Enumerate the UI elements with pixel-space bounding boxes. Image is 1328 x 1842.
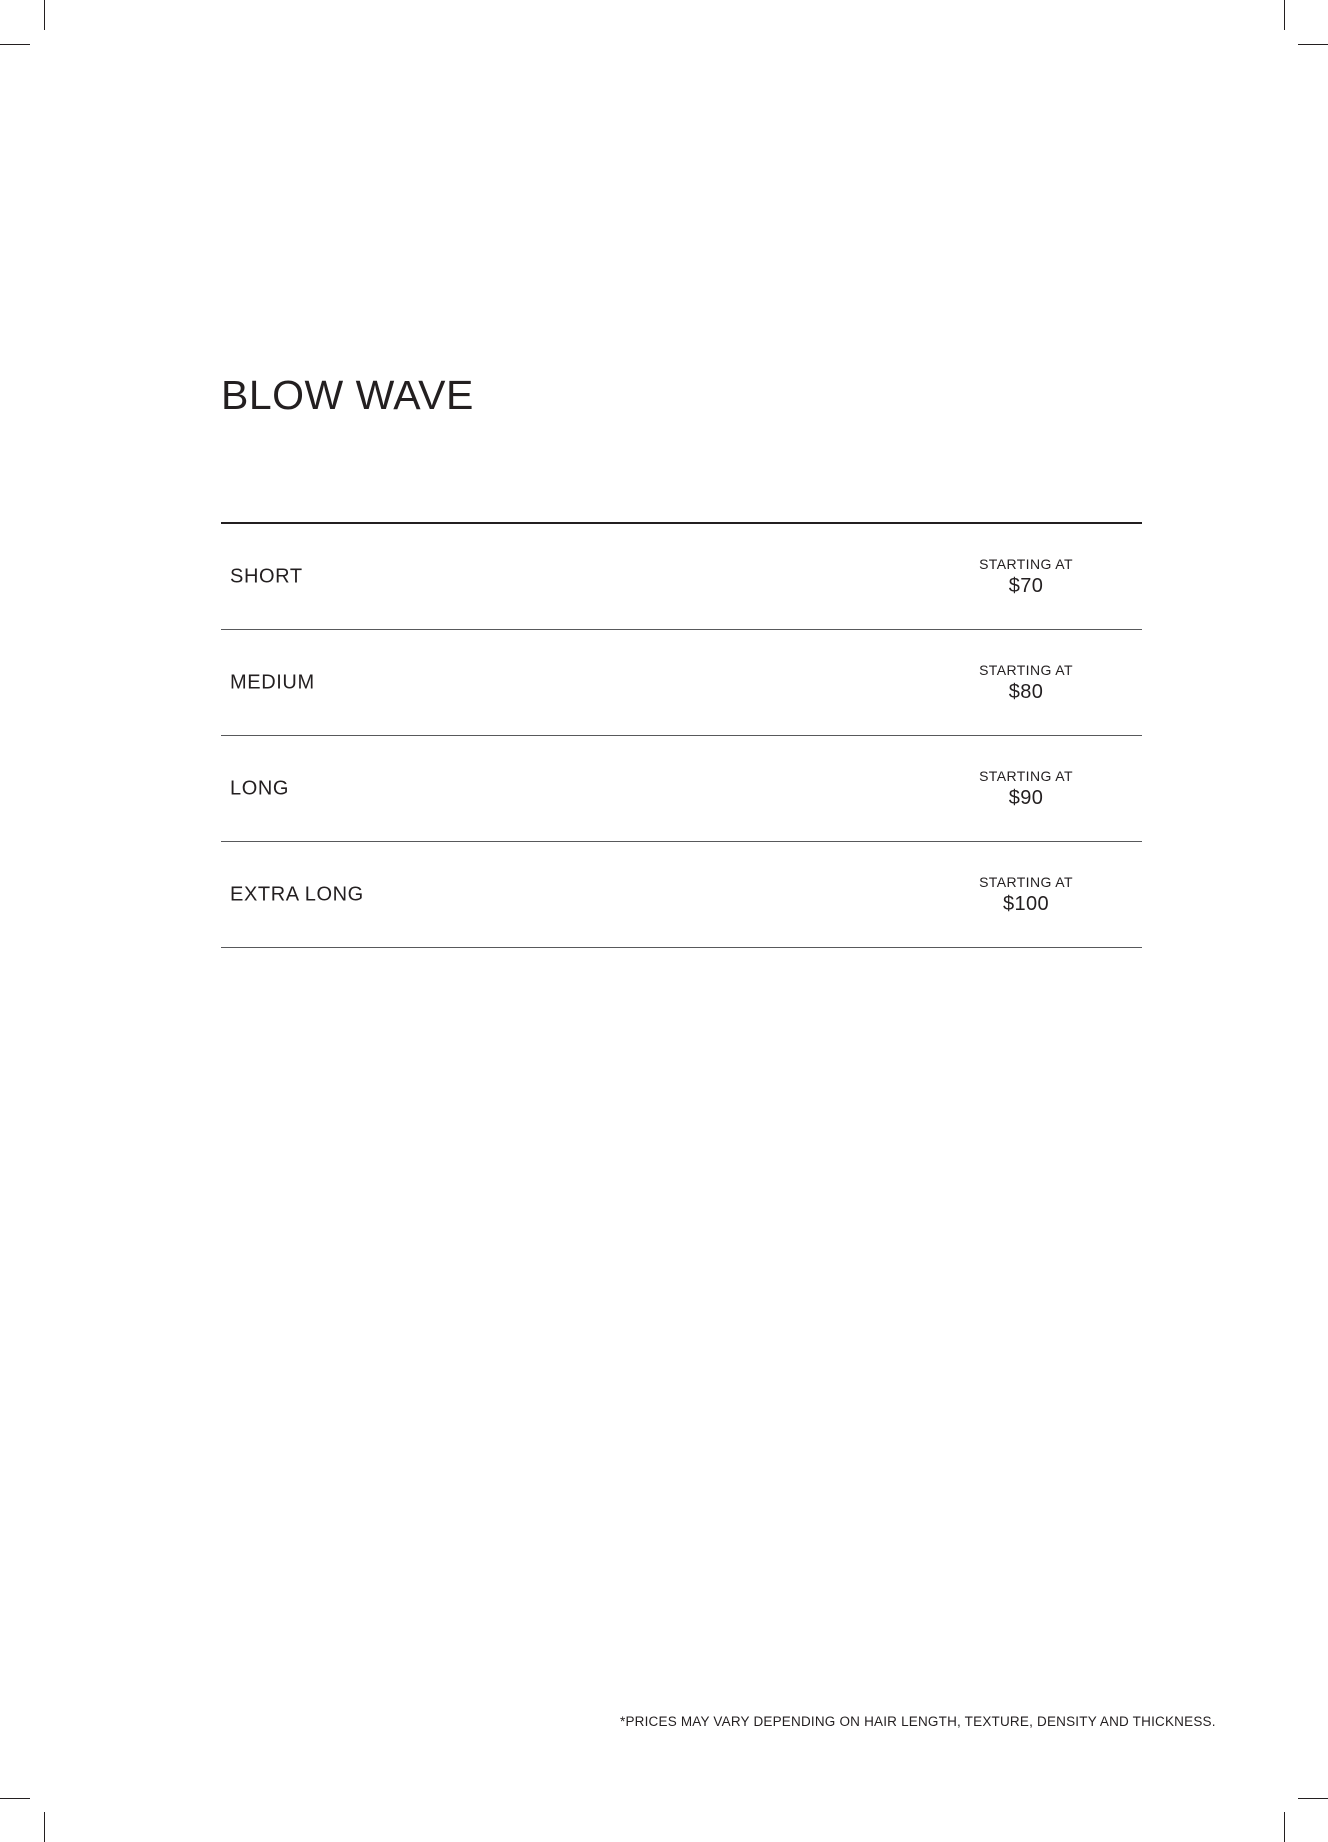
- starting-at-label: STARTING AT: [979, 873, 1073, 890]
- price-block: [956, 555, 1096, 599]
- price-value: $100: [1002, 892, 1050, 915]
- price-row-short: [221, 524, 1142, 630]
- price-row-medium: [221, 630, 1142, 736]
- crop-mark-bottom-right-horizontal: [1298, 1798, 1328, 1799]
- crop-mark-bottom-left-vertical: [44, 1812, 45, 1842]
- price-block: [956, 767, 1096, 811]
- starting-at-label: STARTING AT: [979, 661, 1073, 678]
- price-row-extra-long: [221, 842, 1142, 948]
- crop-mark-bottom-right-vertical: [1284, 1812, 1285, 1842]
- price-block: [956, 661, 1096, 705]
- starting-at-label: STARTING AT: [979, 555, 1073, 572]
- price-table: [221, 522, 1142, 948]
- crop-mark-top-right-horizontal: [1298, 44, 1328, 45]
- crop-mark-top-left-horizontal: [0, 44, 30, 45]
- crop-mark-top-right-vertical: [1284, 0, 1285, 30]
- starting-at-label: STARTING AT: [979, 767, 1073, 784]
- page-title: BLOW WAVE: [221, 372, 474, 418]
- price-footnote: *PRICES MAY VARY DEPENDING ON HAIR LENGTH, TEXTURE, DENSITY AND THICKNESS.: [620, 1714, 1216, 1729]
- price-value: $80: [1008, 680, 1044, 703]
- price-row-long: [221, 736, 1142, 842]
- price-value: $90: [1008, 786, 1044, 809]
- row-label: MEDIUM: [230, 671, 315, 693]
- price-value: $70: [1008, 574, 1044, 597]
- crop-mark-top-left-vertical: [44, 0, 45, 30]
- row-label: LONG: [230, 777, 290, 799]
- row-label: EXTRA LONG: [230, 883, 364, 905]
- row-label: SHORT: [230, 565, 303, 587]
- crop-mark-bottom-left-horizontal: [0, 1798, 30, 1799]
- price-block: [956, 873, 1096, 917]
